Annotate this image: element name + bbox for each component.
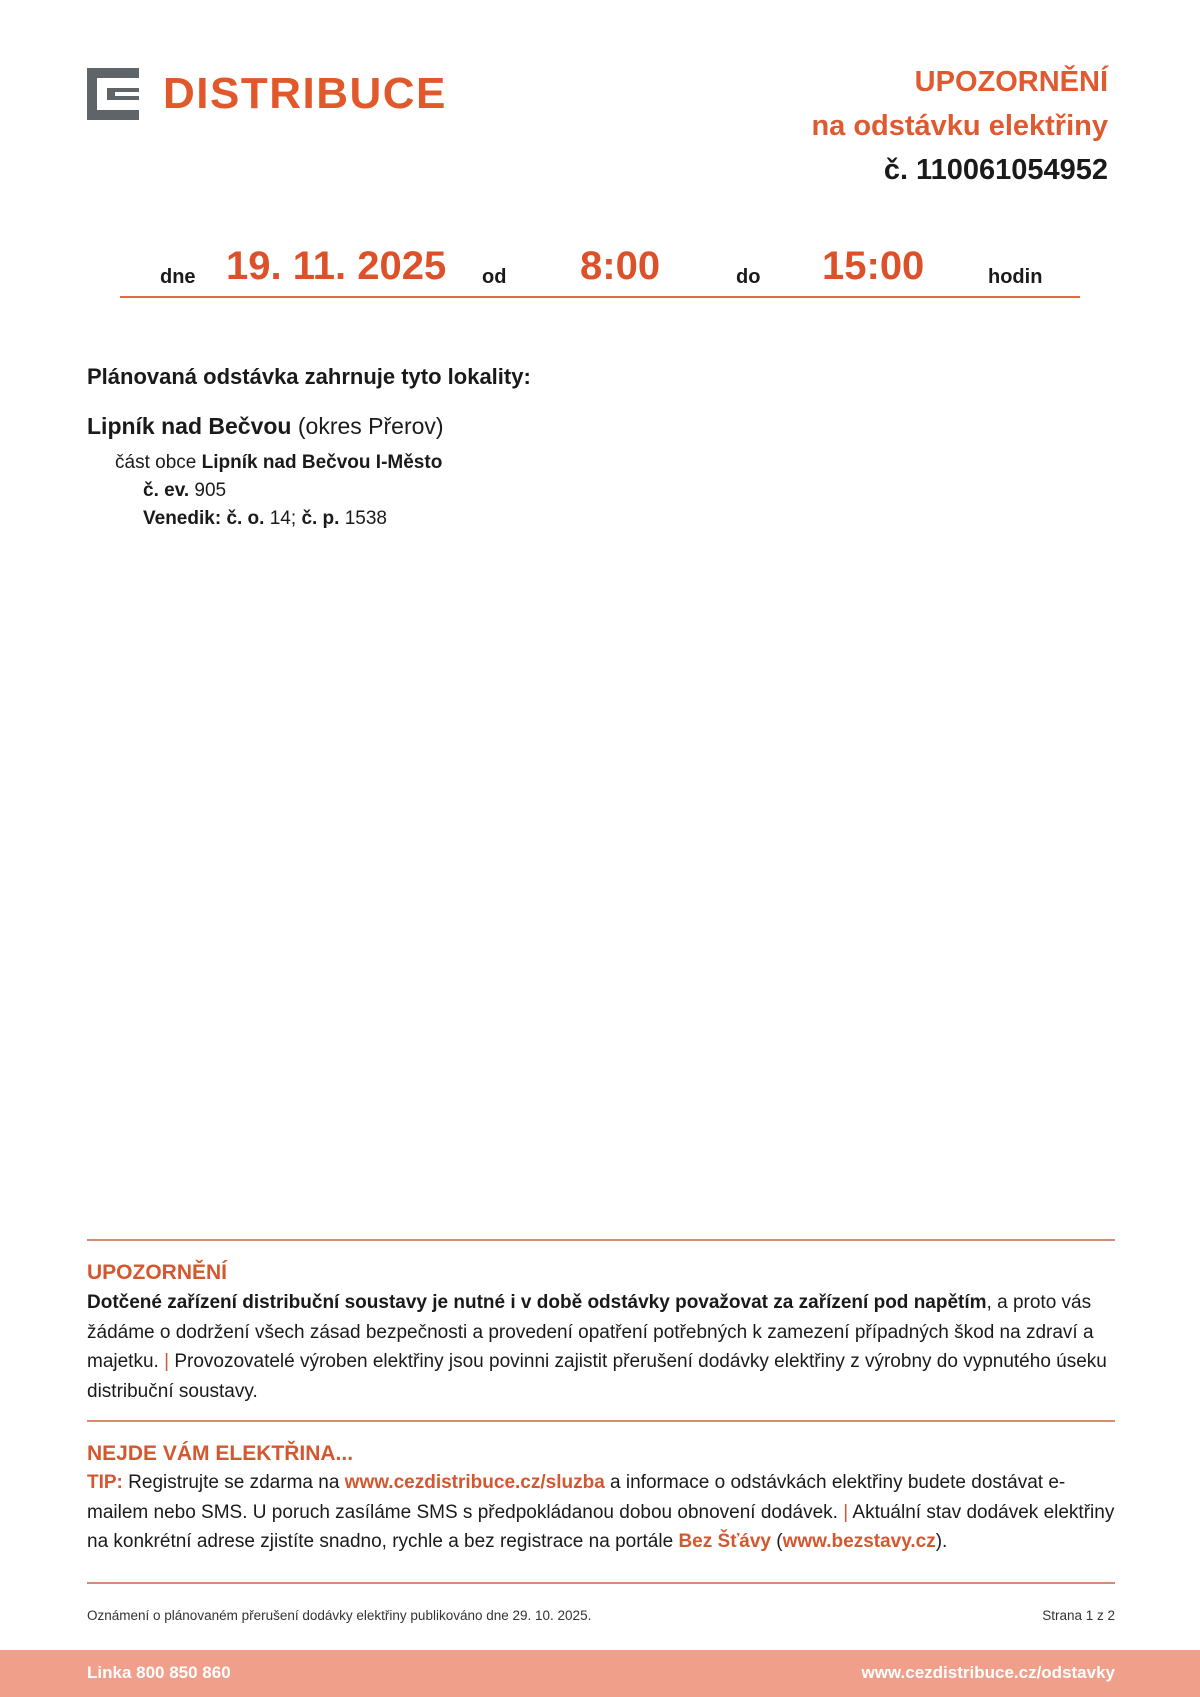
page-number: Strana 1 z 2 — [1042, 1608, 1115, 1623]
bezstavy-link[interactable]: www.bezstavy.cz — [782, 1531, 936, 1552]
street-name: Venedik: — [143, 508, 222, 529]
outage-schedule — [120, 240, 1080, 298]
end-time: 15:00 — [822, 244, 925, 288]
start-time: 8:00 — [580, 244, 661, 288]
published-note: Oznámení o plánovaném přerušení dodávky elektřiny publikováno dne 29. 10. 2025. — [87, 1608, 592, 1623]
locality-town — [87, 413, 444, 440]
portal-name: Bez Šťávy — [678, 1531, 771, 1552]
divider — [87, 1420, 1115, 1422]
hours-label: hodin — [988, 266, 1043, 288]
locality-ev: č. ev. 905 — [143, 480, 227, 501]
part-name: Lipník nad Bečvou I-Město — [201, 452, 443, 473]
logo-text: DISTRIBUCE — [163, 69, 447, 118]
date-label: dne — [160, 266, 196, 288]
hotline[interactable]: Linka 800 850 860 — [87, 1663, 231, 1682]
cez-logo-icon — [87, 68, 139, 120]
warning-text: Dotčené zařízení distribuční soustavy je nutné i v době odstávky považovat za zařízení pod napětím, a proto vás žádáme o dodržení všech zásad bezpečnosti a provedení opatření potřebných k zamezení případných škod na zdraví a majetku. | Provozovatelé výroben elektřiny jsou povinni zajistit přerušení dodávky elektřiny z výrobny do vypnutého úseku distribuční soustavy. — [87, 1292, 1107, 1402]
divider — [87, 1239, 1115, 1241]
registration-link[interactable]: www.cezdistribuce.cz/sluzba — [344, 1472, 605, 1493]
company-logo — [87, 68, 447, 120]
district-name: (okres Přerov) — [297, 413, 444, 439]
town-name: Lipník nad Bečvou — [87, 413, 292, 439]
notice-number: č. 110061054952 — [883, 154, 1108, 186]
notice-subtitle: na odstávku elektřiny — [811, 110, 1108, 142]
notice-header — [811, 60, 1108, 192]
outage-date: 19. 11. 2025 — [226, 244, 447, 288]
locality-part: část obce Lipník nad Bečvou I-Město — [115, 452, 443, 473]
from-label: od — [482, 266, 507, 288]
divider — [87, 1582, 1115, 1584]
warning-title: UPOZORNĚNÍ — [87, 1261, 228, 1284]
tip-text: TIP: Registrujte se zdarma na www.cezdistribuce.cz/sluzba a informace o odstávkách elektřiny budete dostávat e-mailem nebo SMS. U poruch zasíláme SMS s předpokládanou dobou obnovení dodávek. | Aktuální stav dodávek elektřiny na konkrétní adrese zjistíte snadno, rychle a bez registrace na portále Bez Šťávy (www.bezstavy.cz). — [87, 1472, 1115, 1552]
notice-title: UPOZORNĚNÍ — [914, 66, 1108, 98]
locality-street: Venedik: č. o. 14; č. p. 1538 — [143, 508, 388, 529]
outages-website-link[interactable]: www.cezdistribuce.cz/odstavky — [861, 1663, 1115, 1682]
localities-title: Plánovaná odstávka zahrnuje tyto lokality: — [87, 364, 531, 389]
tip-title: NEJDE VÁM ELEKTŘINA... — [87, 1442, 354, 1465]
to-label: do — [736, 266, 761, 288]
